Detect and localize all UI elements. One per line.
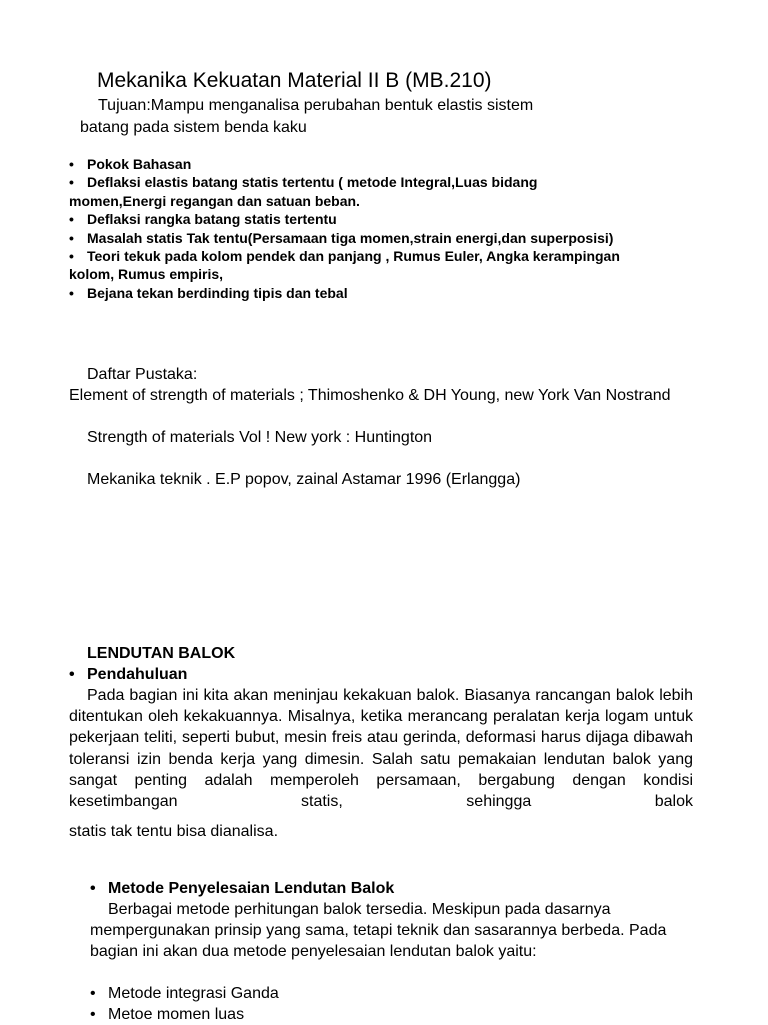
bullet-icon: •	[69, 211, 74, 228]
topic-text: Deflaksi elastis batang statis tertentu ( metode Integral,Luas bidang momen,Energi regangan dan satuan beban.	[69, 174, 538, 209]
bullet-icon: •	[69, 229, 74, 246]
bullet-icon: •	[69, 156, 74, 172]
bullet-icon: •	[69, 666, 75, 683]
goal-line-2: batang pada sistem benda kaku	[80, 119, 307, 136]
references-heading: Daftar Pustaka:	[87, 366, 198, 383]
topic-item	[69, 210, 629, 228]
section-title: LENDUTAN BALOK	[87, 645, 236, 662]
bullet-icon: •	[69, 174, 74, 191]
bullet-icon: •	[69, 248, 74, 265]
reference-item: Strength of materials Vol ! New york : Huntington	[87, 429, 433, 446]
bullet-icon: •	[69, 284, 74, 301]
method-list	[90, 983, 279, 1025]
reference-item: Mekanika teknik . E.P popov, zainal Astamar 1996 (Erlangga)	[87, 471, 521, 488]
intro-paragraph	[69, 685, 693, 812]
spacer	[69, 406, 689, 427]
intro-text: Pada bagian ini kita akan meninjau kekakuan balok. Biasanya rancangan balok lebih ditentukan oleh kekakuannya. Misalnya, ketika merancang peralatan kerja logam untuk pekerjaan teliti, seperti bubut, mesin freis atau gerinda, deformasi harus dijaga dibawah toleransi izin benda kerja yang dimesin. Salah satu pemakaian lendutan balok yang sangat penting adalah memperoleh persamaan, bergabung dengan kondisi kesetimbangan statis, sehingga balok	[69, 687, 693, 811]
method-item-text: Metoe momen luas	[108, 1006, 245, 1023]
topics-list	[69, 155, 629, 302]
topic-item	[69, 247, 629, 284]
topic-item	[69, 229, 629, 247]
topic-text: Masalah statis Tak tentu(Persamaan tiga momen,strain energi,dan superposisi)	[87, 229, 614, 246]
reference-item: Element of strength of materials ; Thimoshenko & DH Young, new York Van Nostrand	[69, 387, 671, 404]
document-title: Mekanika Kekuatan Material II B (MB.210)	[97, 69, 492, 92]
references	[69, 364, 689, 490]
topic-item	[69, 173, 629, 210]
topic-text: Deflaksi rangka batang statis tertentu	[87, 211, 337, 228]
intro-last-line: statis tak tentu bisa dianalisa.	[69, 823, 279, 840]
method-heading	[90, 879, 394, 899]
topic-item	[69, 155, 629, 173]
method-paragraph	[90, 899, 670, 962]
intro-heading-text: Pendahuluan	[87, 666, 188, 683]
method-text: Berbagai metode perhitungan balok tersedia. Meskipun pada dasarnya mempergunakan prinsip yang sama, tetapi teknik dan sasarannya berbeda. Pada bagian ini akan dua metode penyelesaian lendutan balok yaitu:	[90, 901, 667, 960]
bullet-icon: •	[90, 880, 96, 897]
list-item	[90, 1004, 279, 1025]
bullet-icon: •	[90, 985, 96, 1002]
spacer	[69, 448, 689, 469]
goal-line-1: Tujuan:Mampu menganalisa perubahan bentuk elastis sistem	[98, 97, 534, 114]
bullet-icon: •	[90, 1006, 96, 1023]
topic-item	[69, 284, 629, 302]
intro-heading	[69, 665, 187, 685]
topic-text: Pokok Bahasan	[87, 156, 192, 172]
method-item-text: Metode integrasi Ganda	[108, 985, 279, 1002]
topic-text: Teori tekuk pada kolom pendek dan panjang , Rumus Euler, Angka kerampingan kolom, Rumus empiris,	[69, 248, 620, 283]
method-heading-text: Metode Penyelesaian Lendutan Balok	[108, 880, 395, 897]
topic-text: Bejana tekan berdinding tipis dan tebal	[87, 284, 348, 301]
list-item	[90, 983, 279, 1004]
